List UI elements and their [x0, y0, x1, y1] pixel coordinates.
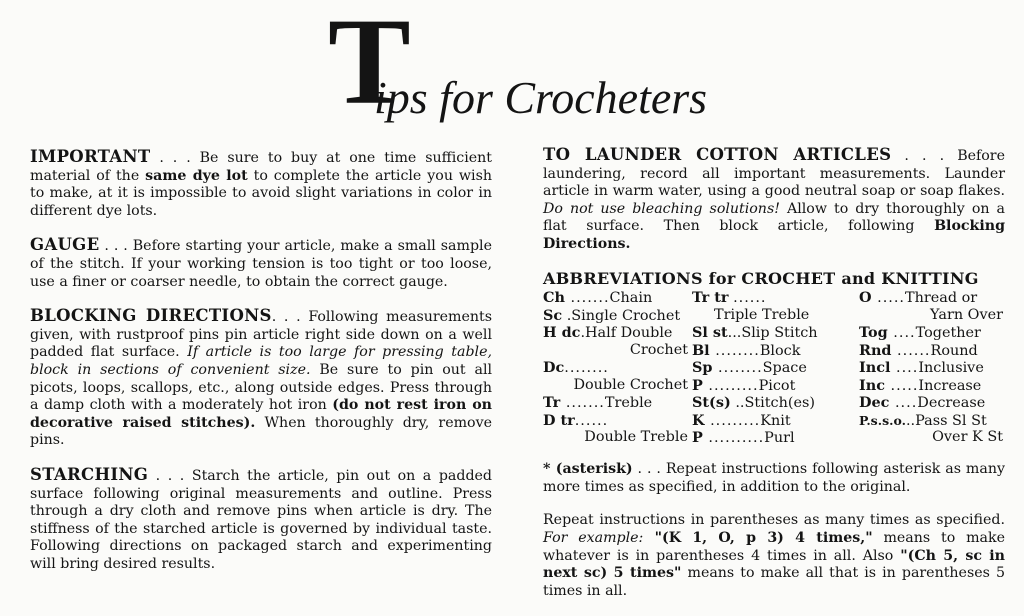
- abbr-cell: Tog ....Together: [859, 324, 981, 342]
- left-column: [30, 148, 492, 589]
- asterisk-paragraph: [543, 461, 1005, 496]
- gauge-text: Before starting your article, make a small sample of the stitch. If your working tension is too tight or too loose, use a finer or coarser needle, to obtain the correct gauge.: [30, 238, 492, 290]
- abbr-cell: Sp ........Space: [692, 359, 807, 377]
- launder-text-2: Allow to dry thoroughly on a flat surface. Then block article, following: [543, 200, 1005, 235]
- repeat-text-1: Repeat instructions in parentheses as many times as specified.: [543, 512, 1005, 529]
- abbr-cell: H dc.Half Double: [543, 324, 673, 342]
- title-initial: T: [328, 0, 409, 130]
- launder-italic: Do not use bleaching solutions!: [543, 200, 780, 217]
- launder-text-1: Before laundering, record all important measurements. Launder article in warm water, using a good neutral soap or soap flakes.: [543, 148, 1005, 200]
- abbr-row: [543, 377, 1005, 395]
- blocking-text-2: Be sure to pin out all picots, loops, scallops, etc., along outside edges. Press through a damp cloth with a moderately hot iron: [30, 361, 493, 414]
- abbr-cell: Rnd ......Round: [859, 341, 978, 359]
- important-text-2: to complete the article you wish to make, at it is impossible to avoid slight variations in color in different dye lots.: [30, 167, 492, 219]
- abbr-cell: P .........Picot: [692, 376, 796, 394]
- abbr-cell: Bl ........Block: [692, 341, 801, 359]
- blocking-heading: BLOCKING DIRECTIONS: [30, 306, 272, 326]
- abbr-row: [543, 307, 1005, 325]
- abbr-cell: Inc .....Increase: [859, 376, 982, 394]
- important-sep: . . .: [150, 150, 200, 166]
- repeat-text-3: means to make all that is in parentheses 5 times in all.: [543, 565, 1005, 599]
- abbr-row: [543, 289, 1005, 307]
- abbr-row: [543, 394, 1005, 412]
- abbr-row: [543, 412, 1005, 430]
- gauge-sep: . . .: [99, 238, 133, 255]
- abbr-cell: Sc .Single Crochet: [543, 306, 681, 324]
- gauge-paragraph: [30, 236, 492, 291]
- abbr-cell: Sl st...Slip Stitch: [692, 324, 818, 342]
- title-text: ips for Crocheters: [374, 72, 708, 123]
- right-column: [543, 146, 1005, 616]
- abbr-cell: D tr......: [543, 411, 609, 429]
- abbr-cell: Triple Treble: [714, 306, 810, 323]
- abbr-cell: Over K St: [932, 429, 1003, 446]
- abbr-cell: O .....Thread or: [859, 289, 978, 307]
- launder-sep: . . .: [891, 148, 958, 164]
- important-text-1: Be sure to buy at one time sufficient material of the: [30, 150, 492, 184]
- abbr-cell: Crochet: [629, 341, 688, 358]
- abbr-cell: Ch .......Chain: [543, 289, 653, 307]
- starching-paragraph: [30, 466, 492, 574]
- gauge-heading: GAUGE: [30, 235, 100, 255]
- starching-text: Starch the article, pin out on a padded surface following original measurements and outline. Press through a dry cloth and remove pins when article is dry. The stiffness of the starched article is governed by individual taste. Following directions on packaged starch and experimenting will bring desired results.: [30, 467, 493, 572]
- launder-paragraph: [543, 146, 1005, 254]
- asterisk-text: Repeat instructions following asterisk as many more times as specified, in addition to the original.: [543, 461, 1005, 495]
- abbr-cell: K .........Knit: [692, 411, 791, 429]
- abbr-cell: Double Treble: [584, 429, 688, 446]
- important-heading: IMPORTANT: [30, 147, 151, 166]
- launder-heading: TO LAUNDER COTTON ARTICLES: [543, 145, 892, 164]
- abbr-cell: Tr .......Treble: [543, 394, 653, 412]
- repeat-example-1: "(K 1, O, p 3) 4 times,": [643, 529, 873, 546]
- abbr-cell: Double Crochet: [573, 376, 688, 393]
- starching-heading: STARCHING: [30, 464, 149, 484]
- starching-sep: . . .: [148, 467, 192, 484]
- blocking-text-1: Following measurements given, with rustproof pins pin article right side down on a well padded flat surface.: [30, 309, 493, 361]
- blocking-paragraph: [30, 307, 492, 450]
- blocking-bold: (do not rest iron on decorative raised stitches).: [30, 397, 492, 431]
- abbr-row: [543, 342, 1005, 360]
- abbr-row: [543, 429, 1005, 447]
- repeat-italic: For example:: [543, 529, 644, 546]
- important-bold: same dye lot: [145, 167, 248, 184]
- asterisk-sep: . . .: [632, 461, 666, 478]
- repeat-example-2: "(Ch 5, sc in next sc) 5 times": [543, 547, 1005, 582]
- page-title: [328, 0, 748, 130]
- abbr-cell: Incl ....Inclusive: [859, 359, 984, 377]
- abbr-cell: Yarn Over: [929, 306, 1003, 323]
- abbr-cell: St(s) ..Stitch(es): [692, 394, 815, 412]
- repeat-paragraph: [543, 512, 1005, 600]
- blocking-sep: . . .: [271, 309, 309, 326]
- launder-bold: Blocking Directions.: [543, 218, 1005, 252]
- blocking-text-3: When thoroughly dry, remove pins.: [30, 414, 493, 449]
- abbreviations-heading: ABBREVIATIONS for CROCHET and KNITTING: [543, 268, 979, 288]
- abbr-cell: Tr tr ......: [692, 289, 767, 307]
- abbr-row: [543, 324, 1005, 342]
- abbr-row: [543, 359, 1005, 377]
- blocking-italic: If article is too large for pressing table, block in sections of convenient size.: [30, 344, 492, 378]
- asterisk-heading: * (asterisk): [543, 461, 633, 478]
- abbr-cell: Dc........: [543, 359, 609, 377]
- abbr-cell: P.s.s.o...Pass Sl St: [859, 412, 987, 429]
- important-paragraph: [30, 148, 492, 220]
- repeat-text-2: means to make whatever is in parentheses 4 times in all. Also: [543, 529, 1005, 564]
- abbreviations-table: [543, 289, 1005, 445]
- abbr-cell: P ..........Purl: [692, 429, 795, 447]
- abbr-cell: Dec ....Decrease: [859, 394, 986, 412]
